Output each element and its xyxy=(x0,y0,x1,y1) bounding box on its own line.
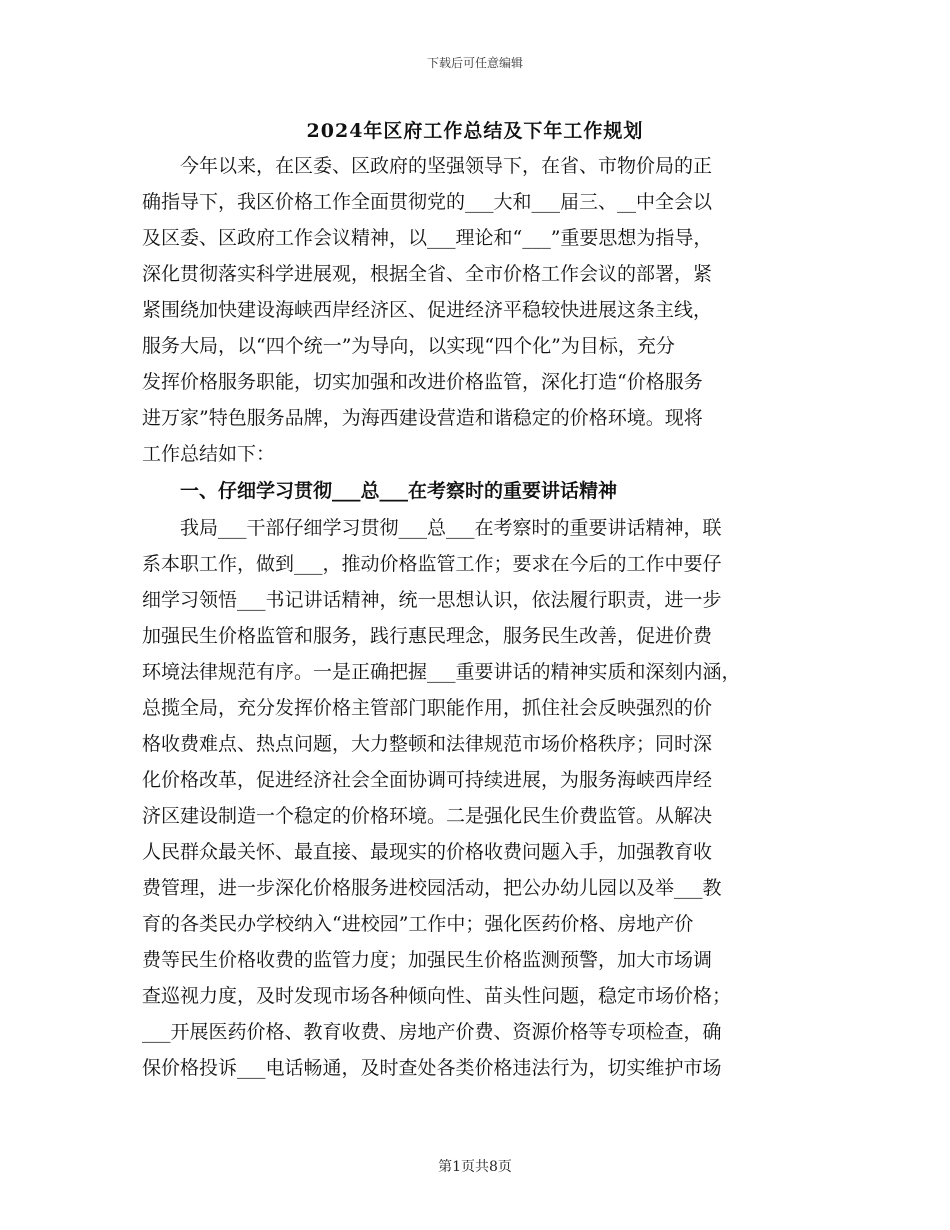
paragraph-line: 工作总结如下： xyxy=(142,443,276,465)
paragraph-line: 育的各类民办学校纳入“进校园”工作中；强化医药价格、房地产价 xyxy=(142,913,694,935)
paragraph-line: 加强民生价格监管和服务，践行惠民理念，服务民生改善，促进价费 xyxy=(142,625,713,647)
paragraph-line: 及区委、区政府工作会议精神，以___理论和“___”重要思想为指导， xyxy=(142,227,713,249)
paragraph-line: 格收费难点、热点问题，大力整顿和法律规范市场价格秩序；同时深 xyxy=(142,733,713,755)
section-heading: 一、仔细学习贯彻___总___在考察时的重要讲话精神 xyxy=(142,480,618,502)
paragraph-line: 我局___干部仔细学习贯彻___总___在考察时的重要讲话精神，联 xyxy=(142,517,722,539)
paragraph-line: 确指导下，我区价格工作全面贯彻党的___大和___届三、__中全会以 xyxy=(142,191,713,213)
paragraph-line: 查巡视力度，及时发现市场各种倾向性、苗头性问题，稳定市场价格； xyxy=(142,985,732,1007)
paragraph-line: ___开展医药价格、教育收费、房地产价费、资源价格等专项检查，确 xyxy=(142,1021,722,1043)
paragraph-line: 费管理，进一步深化价格服务进校园活动，把公办幼儿园以及举___教 xyxy=(142,877,722,899)
paragraph-line: 细学习领悟___书记讲话精神，统一思想认识，依法履行职责，进一步 xyxy=(142,589,722,611)
paragraph-line: 深化贯彻落实科学进展观，根据全省、全市价格工作会议的部署，紧 xyxy=(142,263,713,285)
document-title: 2024年区府工作总结及下年工作规划 xyxy=(306,120,644,142)
page-header-note: 下载后可任意编辑 xyxy=(426,56,523,70)
paragraph-line: 保价格投诉___电话畅通，及时查处各类价格违法行为，切实维护市场 xyxy=(142,1057,722,1079)
paragraph-line: 服务大局，以“四个统一”为导向，以实现“四个化”为目标，充分 xyxy=(142,335,675,357)
paragraph-line: 化价格改革，促进经济社会全面协调可持续进展，为服务海峡西岸经 xyxy=(142,769,713,791)
paragraph-line: 系本职工作，做到___，推动价格监管工作；要求在今后的工作中要仔 xyxy=(142,553,722,575)
document-body xyxy=(142,148,810,1086)
paragraph-line: 费等民生价格收费的监管力度；加强民生价格监测预警，加大市场调 xyxy=(142,949,713,971)
paragraph-line: 总揽全局，充分发挥价格主管部门职能作用，抓住社会反映强烈的价 xyxy=(142,697,713,719)
paragraph-line: 人民群众最关怀、最直接、最现实的价格收费问题入手，加强教育收 xyxy=(142,841,713,863)
paragraph-line: 今年以来，在区委、区政府的坚强领导下，在省、市物价局的正 xyxy=(142,155,713,177)
paragraph-line: 发挥价格服务职能，切实加强和改进价格监管，深化打造“价格服务 xyxy=(142,371,703,393)
paragraph-line: 紧围绕加快建设海峡西岸经济区、促进经济平稳较快进展这条主线， xyxy=(142,299,713,321)
page-footer-number: 第1页共8页 xyxy=(438,1159,512,1175)
paragraph-line: 济区建设制造一个稳定的价格环境。二是强化民生价费监管。从解决 xyxy=(142,805,713,827)
paragraph-line: 进万家”特色服务品牌，为海西建设营造和谐稳定的价格环境。现将 xyxy=(142,407,703,429)
paragraph-line: 环境法律规范有序。一是正确把握___重要讲话的精神实质和深刻内涵， xyxy=(142,661,741,683)
